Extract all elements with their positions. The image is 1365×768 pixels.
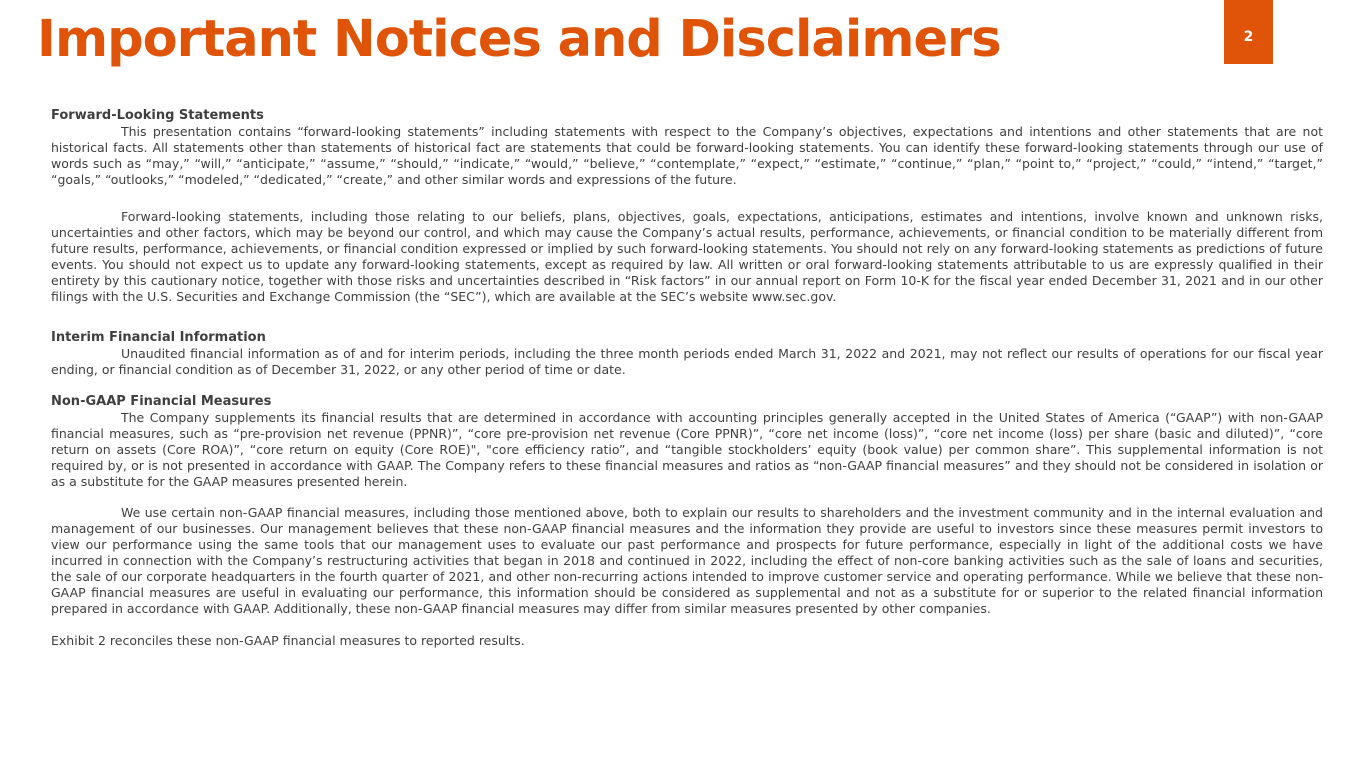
page-title: Important Notices and Disclaimers: [37, 10, 1001, 69]
page-number-badge: [1224, 0, 1273, 64]
section-heading-interim-financial: Interim Financial Information: [51, 330, 266, 345]
page-number: 2: [1243, 29, 1254, 45]
section-interim-financial-information: [51, 330, 1323, 378]
paragraph-exhibit-note: Exhibit 2 reconciles these non-GAAP financial measures to reported results.: [51, 633, 525, 648]
paragraph-forward-looking-1: This presentation contains “forward-looking statements” including statements with respect to the Company’s objectives, expectations and intentions and other statements that are not historical facts. All statements other than statements of historical fact are statements that could be forward-looking statements. You can identify these forward-looking statements through our use of words such as “may,” “will,” “anticipate,” “assume,” “should,” “indicate,” “would,” “believe,” “contemplate,” “expect,” “estimate,” “continue,” “plan,” “point to,” “project,” “could,” “intend,” “target,” “goals,” “outlooks,” “modeled,” “dedicated,” “create,” and other similar words and expressions of the future.: [51, 124, 1323, 187]
slide-body: [51, 108, 1323, 649]
section-forward-looking-statements: [51, 108, 1323, 305]
paragraph-non-gaap-2: We use certain non-GAAP financial measures, including those mentioned above, both to explain our results to shareholders and the investment community and in the internal evaluation and management of our businesses. Our management believes that these non-GAAP financial measures and the information they provide are useful to investors since these measures permit investors to view our performance using the same tools that our management uses to evaluate our past performance and prospects for future performance, especially in light of the additional costs we have incurred in connection with the Company’s restructuring activities that began in 2018 and continued in 2022, including the effect of non-core banking activities such as the sale of loans and securities, the sale of our corporate headquarters in the fourth quarter of 2021, and other non-recurring actions intended to improve customer service and operating performance. While we believe that these non-GAAP financial measures are useful in evaluating our performance, this information should be considered as supplemental and not as a substitute for or superior to the related financial information prepared in accordance with GAAP. Additionally, these non-GAAP financial measures may differ from similar measures presented by other companies.: [51, 505, 1323, 616]
section-non-gaap-financial-measures: [51, 394, 1323, 617]
paragraph-forward-looking-2: Forward-looking statements, including those relating to our beliefs, plans, objectives, goals, expectations, anticipations, estimates and intentions, involve known and unknown risks, uncertainties and other factors, which may be beyond our control, and which may cause the Company’s actual results, performance, achievements, or financial condition to be materially different from future results, performance, achievements, or financial condition expressed or implied by such forward-looking statements. You should not rely on any forward-looking statements as predictions of future events. You should not expect us to update any forward-looking statements, except as required by law. All written or oral forward-looking statements attributable to us are expressly qualified in their entirety by this cautionary notice, together with those risks and uncertainties described in “Risk factors” in our annual report on Form 10-K for the fiscal year ended December 31, 2021 and in our other filings with the U.S. Securities and Exchange Commission (the “SEC”), which are available at the SEC’s website www.sec.gov.: [51, 209, 1323, 304]
paragraph-non-gaap-1: The Company supplements its financial results that are determined in accordance with accounting principles generally accepted in the United States of America (“GAAP”) with non-GAAP financial measures, such as “pre-provision net revenue (PPNR)”, “core pre-provision net revenue (Core PPNR)”, “core net income (loss)”, “core net income (loss) per share (basic and diluted)”, “core return on assets (Core ROA)”, “core return on equity (Core ROE)", "core efficiency ratio”, and “tangible stockholders’ equity (book value) per common share”. This supplemental information is not required by, or is not presented in accordance with GAAP. The Company refers to these financial measures and ratios as “non-GAAP financial measures” and they should not be considered in isolation or as a substitute for the GAAP measures presented herein.: [51, 410, 1323, 489]
paragraph-interim-financial-1: Unaudited financial information as of and for interim periods, including the three month periods ended March 31, 2022 and 2021, may not reflect our results of operations for our fiscal year ending, or financial condition as of December 31, 2022, or any other period of time or date.: [51, 346, 1323, 377]
section-heading-non-gaap: Non-GAAP Financial Measures: [51, 394, 272, 409]
section-heading-forward-looking: Forward-Looking Statements: [51, 108, 264, 123]
